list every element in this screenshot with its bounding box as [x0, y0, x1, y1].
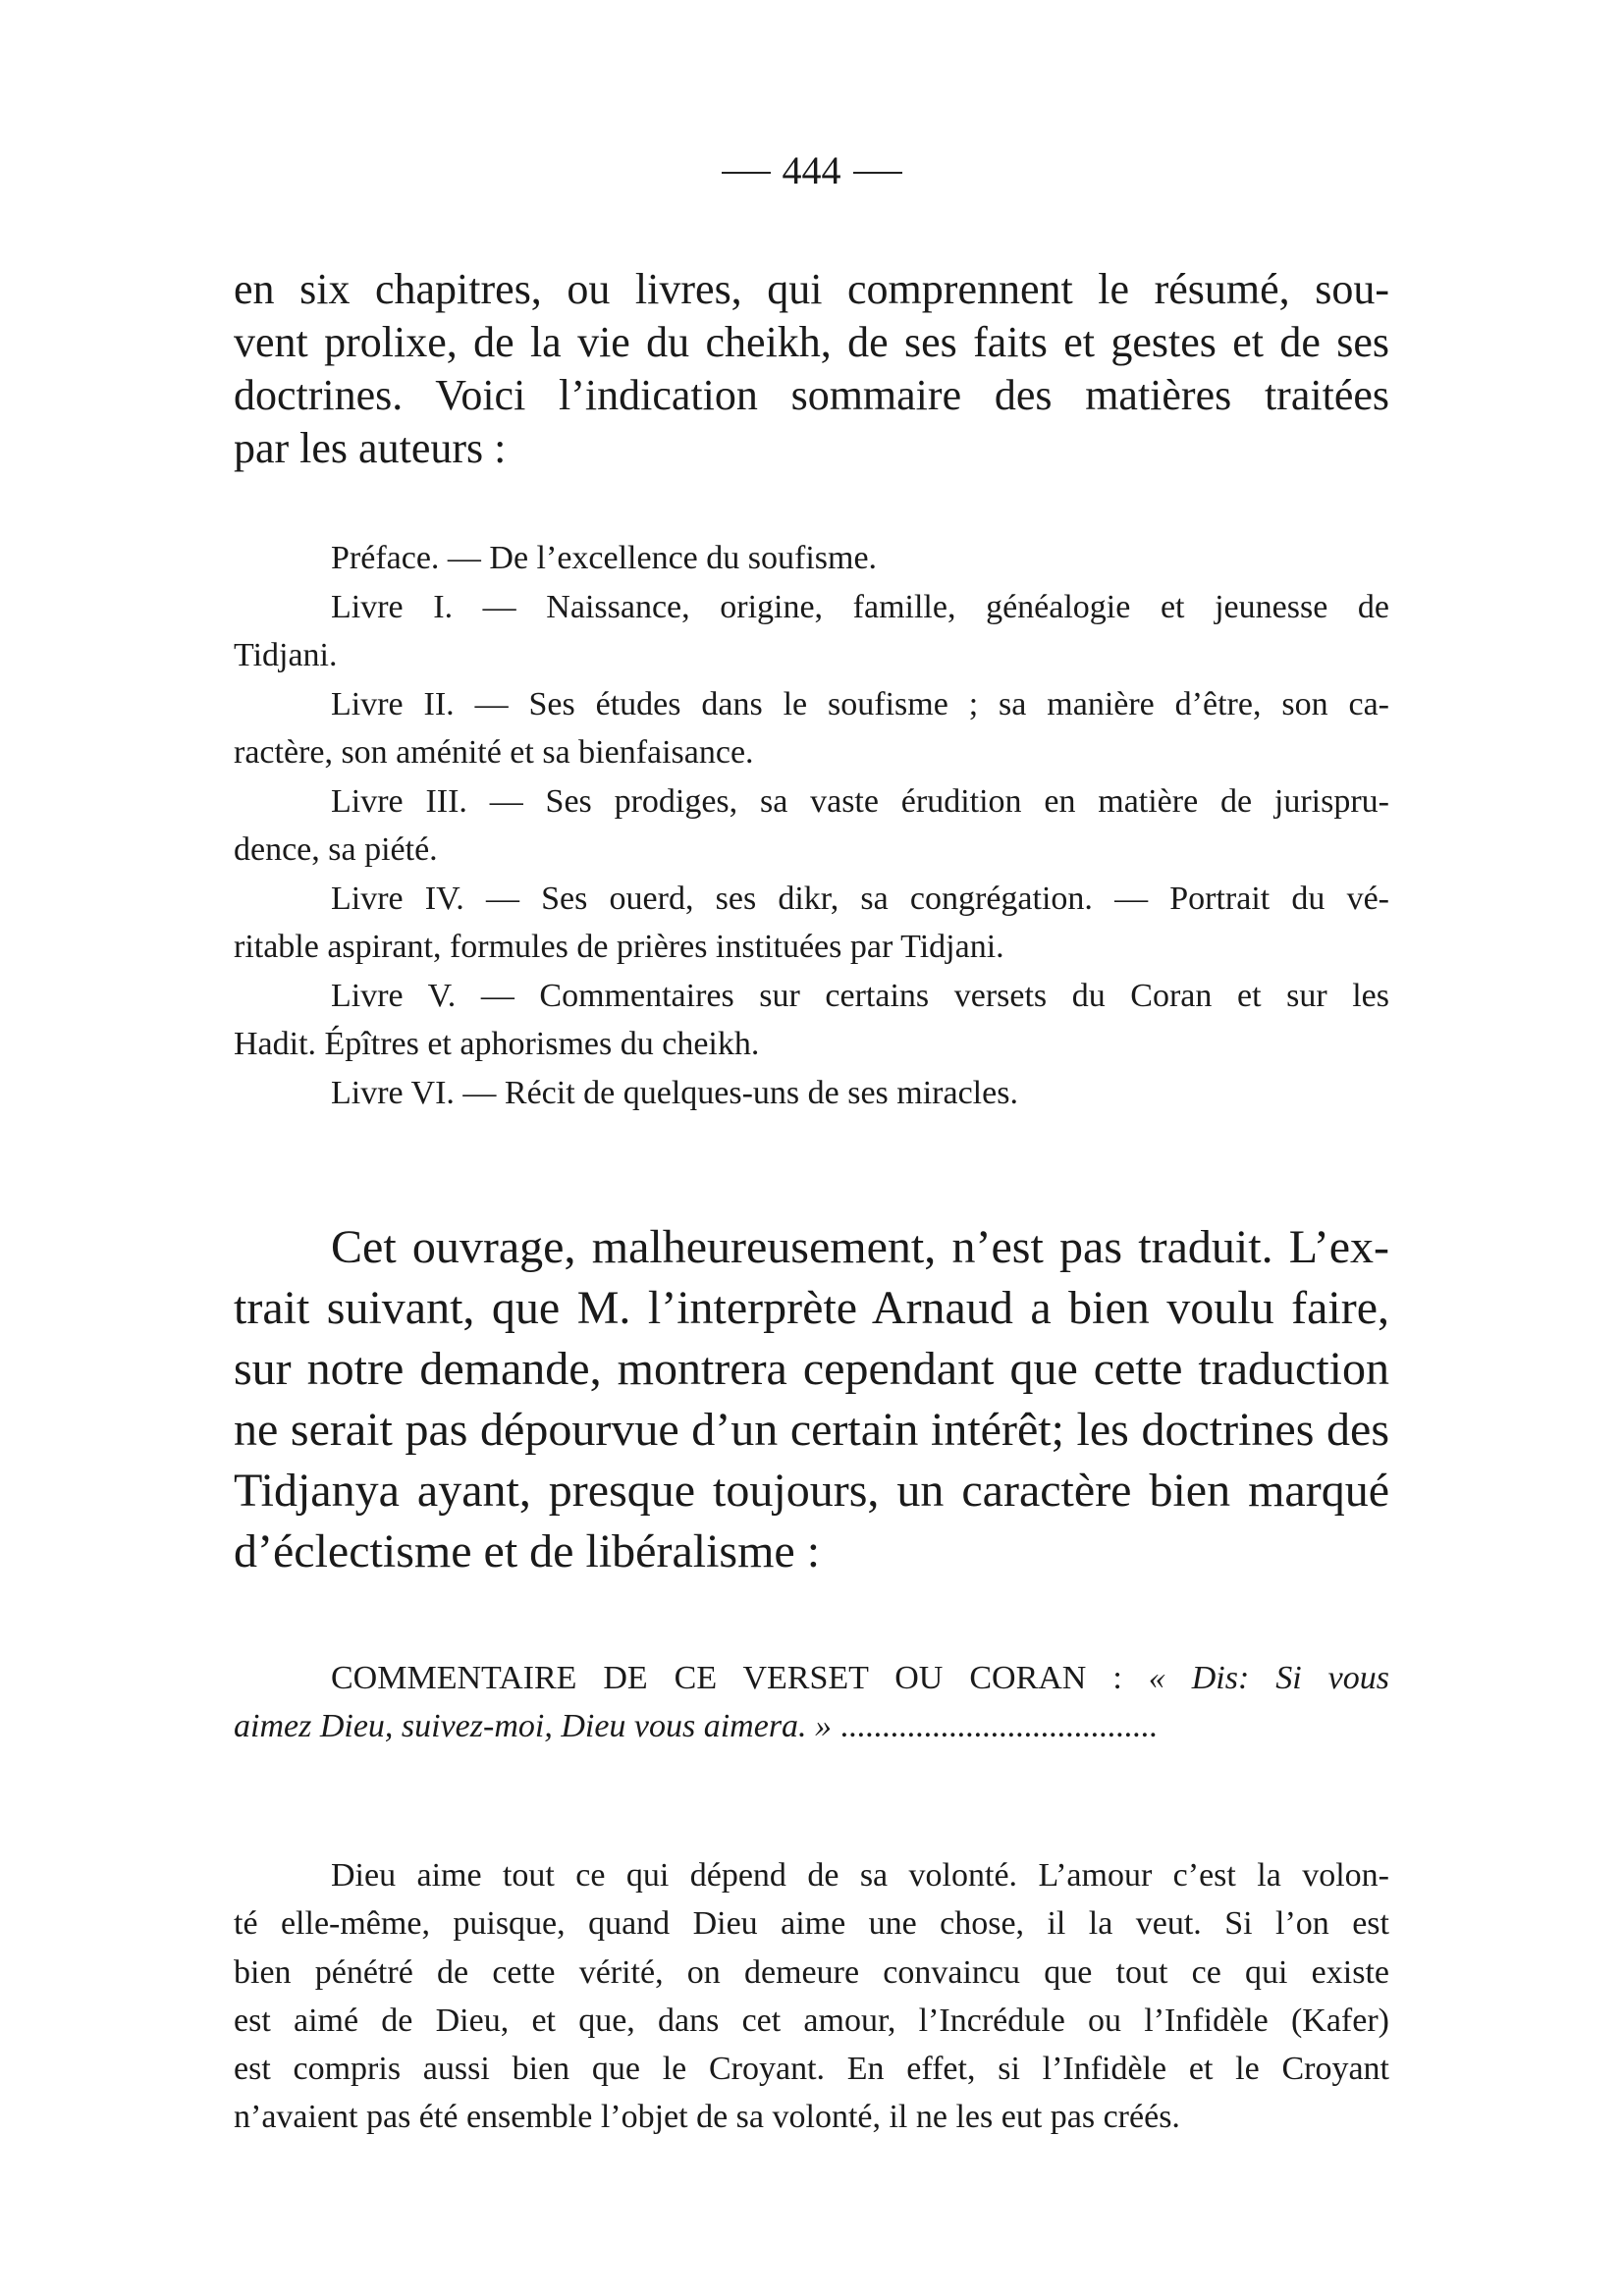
contents-item-livre-5: Livre V. — Commentaires sur certains versets du Coran et sur les — [331, 977, 1389, 1014]
contents-item-livre-4: Livre IV. — Ses ouerd, ses dikr, sa congrégation. — Portrait du vé- — [331, 880, 1389, 917]
text-line: n’avaient pas été ensemble l’objet de sa volonté, il ne les eut pas créés. — [234, 2099, 1180, 2136]
text-line: sur notre demande, montrera cependant que cette traduction — [234, 1343, 1389, 1395]
contents-item-livre-2-cont: ractère, son aménité et sa bienfaisance. — [234, 734, 754, 771]
text-line: d’éclectisme et de libéralisme : — [234, 1525, 821, 1577]
text-line: bien pénétré de cette vérité, on demeure convaincu que tout ce qui existe — [234, 1953, 1389, 1991]
commentary-line-2 — [234, 1702, 1389, 1750]
intro-paragraph — [234, 263, 1389, 475]
text-line: est aimé de Dieu, et que, dans cet amour, l’Incrédule ou l’Infidèle (Kafer) — [234, 2002, 1389, 2039]
page-number-dash-left — [722, 172, 771, 174]
contents-item-livre-6: Livre VI. — Récit de quelques-uns de ses miracles. — [331, 1074, 1018, 1111]
text-line: ne serait pas dépourvue d’un certain intérêt; les doctrines des — [234, 1404, 1389, 1456]
contents-item-livre-4-cont: ritable aspirant, formules de prières instituées par Tidjani. — [234, 929, 1004, 965]
page-number-value: 444 — [782, 148, 841, 192]
text-line: Tidjanya ayant, presque toujours, un caractère bien marqué — [234, 1465, 1389, 1517]
final-paragraph — [234, 1851, 1389, 2142]
contents-item-preface: Préface. — De l’excellence du soufisme. — [331, 540, 878, 576]
verse-quote-end: aimez Dieu, suivez-moi, Dieu vous aimera. » — [234, 1708, 833, 1744]
text-line: est compris aussi bien que le Croyant. En effet, si l’Infidèle et le Croyant — [234, 2051, 1389, 2088]
text-line: té elle-même, puisque, quand Dieu aime une chose, il la veut. Si l’on est — [234, 1905, 1389, 1943]
contents-item-livre-3-cont: dence, sa piété. — [234, 831, 438, 868]
page-number — [0, 145, 1623, 196]
commentary-heading — [234, 1654, 1389, 1750]
text-line: Dieu aime tout ce qui dépend de sa volonté. L’amour c’est la volon- — [331, 1857, 1389, 1894]
contents-item-livre-3: Livre III. — Ses prodiges, sa vaste érudition en matière de jurispru- — [331, 782, 1389, 820]
text-line: Cet ouvrage, malheureusement, n’est pas traduit. L’ex- — [331, 1221, 1389, 1273]
text-line: en six chapitres, ou livres, qui comprennent le résumé, sou- — [234, 265, 1389, 313]
contents-item-livre-5-cont: Hadit. Épîtres et aphorismes du cheikh. — [234, 1026, 760, 1062]
page-number-dash-right — [853, 172, 902, 174]
translation-paragraph — [234, 1217, 1389, 1582]
text-line: vent prolixe, de la vie du cheikh, de ses faits et gestes et de ses — [234, 318, 1389, 366]
commentary-line-1 — [234, 1654, 1389, 1702]
verse-quote-start: « Dis: Si vous — [1148, 1660, 1389, 1696]
contents-item-livre-1-cont: Tidjani. — [234, 637, 338, 673]
dotted-leader: ...................................... — [839, 1708, 1158, 1744]
contents-item-livre-2: Livre II. — Ses études dans le soufisme ; sa manière d’être, son ca- — [331, 685, 1389, 722]
text-line: par les auteurs : — [234, 424, 507, 472]
text-line: doctrines. Voici l’indication sommaire des matières traitées — [234, 371, 1389, 419]
text-line: trait suivant, que M. l’interprète Arnaud a bien voulu faire, — [234, 1282, 1389, 1334]
commentary-title: COMMENTAIRE DE CE VERSET OU CORAN : — [331, 1660, 1149, 1696]
contents-item-livre-1: Livre I. — Naissance, origine, famille, généalogie et jeunesse de — [331, 588, 1389, 625]
contents-list — [234, 534, 1389, 1117]
